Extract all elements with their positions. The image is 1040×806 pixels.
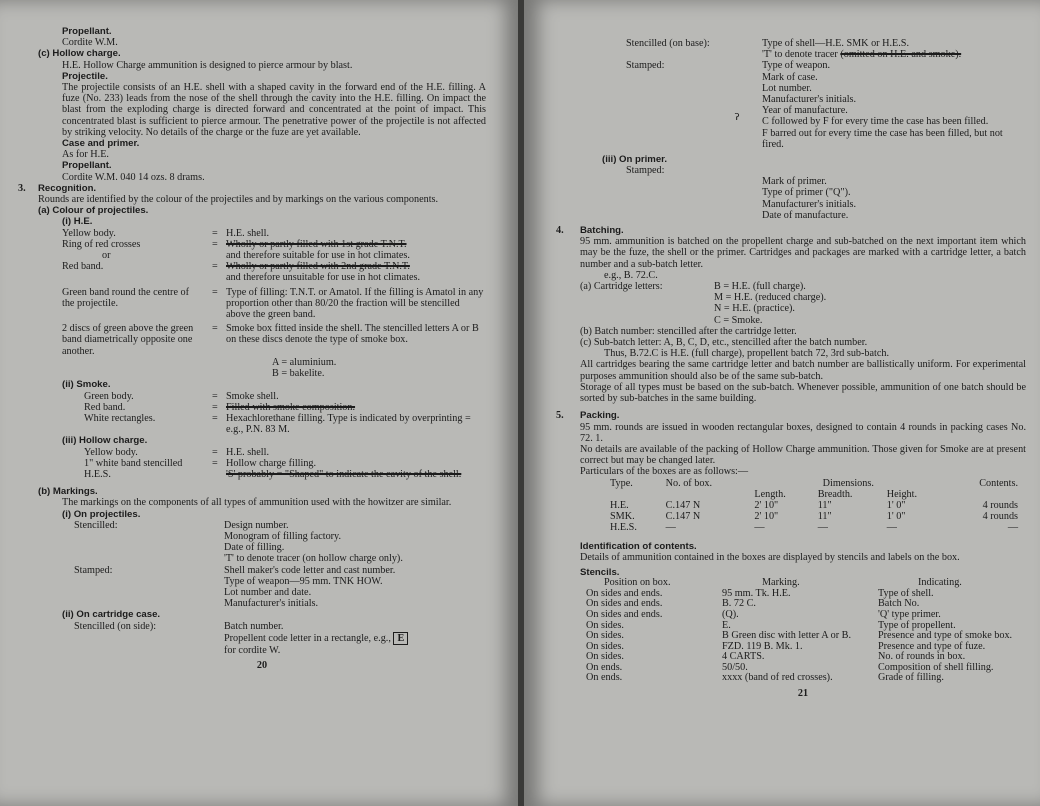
section-number: 3. (18, 182, 26, 194)
stencilled-side-label: Stencilled (on side): (74, 620, 157, 632)
list-item: B = H.E. (full charge). (714, 281, 806, 293)
section-recognition (18, 182, 486, 206)
table-row: Red band. = Filled with smoke composition. (84, 401, 356, 413)
cartridge-letters-block (580, 281, 1026, 326)
stamped-label: Stamped: (626, 60, 665, 72)
table-row: SMK. C.147 N 2' 10" 11" 1' 0" 4 rounds (610, 510, 1018, 522)
handwritten-mark: ˀ (734, 110, 740, 130)
he-heading: (i) H.E. (62, 216, 93, 228)
on-projectiles-heading: (i) On projectiles. (62, 508, 141, 520)
on-primer-heading: (iii) On primer. (602, 154, 668, 166)
markings-heading: (b) Markings. (38, 486, 98, 498)
list-item: Date of filling. (224, 542, 285, 554)
table-row: On sides. B Green disc with letter A or B. Presence and type of smoke box. (586, 630, 1013, 642)
table-row: On sides and ends. 95 mm. Tk. H.E. Type of shell. (586, 587, 934, 599)
table-row: Ring of red crosses = Wholly or partly filled with 1st grade T.N.T. (62, 238, 407, 250)
list-item: Type of primer ("Q"). (762, 187, 851, 199)
stencils-heading: Stencils. (580, 566, 620, 578)
propellant-text-2: Cordite W.M. 040 14 ozs. 8 drams. (62, 171, 205, 183)
propellant-heading: Propellant. (62, 26, 112, 37)
recognition-text: Rounds are identified by the colour of the projectiles and by markings on the various components. (38, 194, 439, 206)
stencilled-label: Stencilled: (74, 519, 118, 531)
list-item: Manufacturer's initials. (762, 94, 857, 106)
smoke-heading: (ii) Smoke. (62, 379, 111, 391)
table-header-row: Position on box. Marking. Indicating. (604, 577, 962, 589)
list-item: Date of manufacture. (762, 209, 849, 221)
packing-text-3: Particulars of the boxes are as follows:— (580, 466, 749, 478)
markings-text: The markings on the components of all types of ammunition used with the howitzer are similar. (62, 497, 452, 509)
projectile-heading: Projectile. (62, 70, 108, 82)
table-row: H.E. C.147 N 2' 10" 11" 1' 0" 4 rounds (610, 499, 1018, 511)
table-row: H.E.S. — — — — — (610, 521, 1018, 533)
list-item: C = Smoke. (714, 314, 763, 326)
list-item: Year of manufacture. (762, 105, 848, 117)
table-header-row: Type. No. of box. Dimensions. Contents. (610, 477, 1018, 489)
stamped-block (74, 565, 486, 610)
boxed-letter: E (393, 632, 408, 645)
propellant-heading-2: Propellant. (62, 160, 112, 172)
list-item: M = H.E. (reduced charge). (714, 292, 827, 304)
hollow-charge-heading: (c) Hollow charge. (38, 48, 121, 60)
stamped-label: Stamped: (74, 564, 113, 576)
primer-block (626, 165, 1026, 221)
table-row: Green body. = Smoke shell. (84, 390, 279, 402)
list-item: Batch number. (224, 620, 284, 632)
table-row: Yellow body. = H.E. shell. (84, 446, 270, 458)
table-header-row: Length. Breadth. Height. (754, 488, 918, 500)
section-packing (556, 410, 1026, 478)
storage-text: Storage of all types must be based on the sub-batch. Whenever possible, ammunition of one batch should be sorted by sub-batches in the same building. (580, 381, 1026, 405)
list-item: Type of weapon—95 mm. TNK HOW. (224, 575, 383, 587)
right-page (524, 0, 1040, 806)
batching-heading: Batching. (580, 225, 624, 237)
table-row: or and therefore suitable for use in hot climates. (102, 250, 410, 262)
propellant-text: Cordite W.M. (62, 37, 118, 49)
table-row: On sides and ends. B. 72 C. Batch No. (586, 598, 920, 610)
page-number: 21 (797, 688, 809, 700)
table-row: Red band. = Wholly or partly filled with 2nd grade T.N.T. (62, 261, 410, 273)
boxes-table (610, 478, 1024, 533)
table-row: On ends. xxxx (band of red crosses). Grade of filling. (586, 672, 944, 684)
projectile-text: The projectile consists of an H.E. shell with a shaped cavity in the forward end of the H.E. filling. A fuze (No. 233) leads from the nose of the shell through the cavity into the H.E. filling. On impact the blast from the exploding charge is directed forward and concentrated at the point of impact. This concentrated blast is sufficient to pierce armour. The penetrative power of the projectile is not affected by striking velocity. No details of the charge or the fuze are yet available. (62, 82, 486, 138)
all-cartridges-text: All cartridges bearing the same cartridge letter and batch number are ballistically uniform. For experimental purposes ammunition should also be of the same sub-batch. (580, 359, 1026, 382)
list-item: Monogram of filling factory. (224, 530, 342, 542)
hollow-charge-table (62, 447, 486, 481)
list-item: Design number. (224, 519, 289, 531)
list-item: Mark of case. (762, 71, 818, 83)
stencils-table (586, 578, 1026, 684)
case-primer-text: As for H.E. (62, 149, 109, 161)
packing-heading: Packing. (580, 410, 620, 422)
stamped-block (626, 60, 1026, 150)
colour-heading: (a) Colour of projectiles. (38, 205, 149, 217)
right-page-content (556, 38, 1026, 700)
table-row: and therefore unsuitable for use in hot climates. (226, 272, 421, 284)
section-number: 5. (556, 410, 564, 422)
table-row: 1" white band stencilled H.E.S. = Hollow charge filling. 'S' probably = "Shaped" to indicate the cavity of the shell. (84, 457, 462, 480)
table-row: On sides. FZD. 119 B. Mk. 1. Presence and type of fuze. (586, 640, 986, 652)
stencilled-block (74, 520, 486, 565)
table-row: On sides. 4 CARTS. No. of rounds in box. (586, 651, 966, 663)
stencilled-side-block: Stencilled (on side): Batch number. Propellent code letter in a rectangle, e.g., E for cordite W. (74, 621, 486, 657)
list-item: N = H.E. (practice). (714, 303, 795, 315)
list-item: for cordite W. (224, 644, 281, 656)
list-item: Type of weapon. (762, 60, 831, 72)
struck-note: (omitted on H.E. and smoke). (840, 49, 962, 61)
smoke-box-b: B = bakelite. (272, 368, 325, 380)
case-primer-heading: Case and primer. (62, 138, 140, 150)
identification-text: Details of ammunition contained in the boxes are displayed by stencils and labels on the box. (580, 551, 960, 563)
cartridge-letters-label: (a) Cartridge letters: (580, 281, 663, 293)
hollow-charge-subheading: (iii) Hollow charge. (62, 435, 148, 447)
section-number: 4. (556, 225, 564, 237)
table-row: White rectangles. = Hexachlorethane filling. Type is indicated by overprinting = e.g., P.N. 83 M. (84, 412, 471, 436)
packing-text-1: 95 mm. rounds are issued in wooden rectangular boxes, designed to contain 4 rounds in packing cases No. 72. 1. (580, 421, 1026, 444)
hollow-charge-text: H.E. Hollow Charge ammunition is designed to pierce armour by blast. (62, 59, 353, 71)
recognition-heading: Recognition. (38, 182, 97, 194)
smoke-box-a: A = aluminium. (272, 356, 337, 368)
list-item: 'T' to denote tracer (on hollow charge only). (224, 553, 403, 565)
list-item: Shell maker's code letter and cast number. (224, 564, 396, 576)
list-item: Lot number. (762, 82, 812, 94)
list-item: F barred out for every time the case has been filled, but not fired. (762, 127, 1003, 150)
table-row: 2 discs of green above the green band diametrically opposite one another. = Smoke box fitted inside the shell. The stencilled letters A or B on these discs denote the type of smoke box. (62, 323, 479, 357)
list-item: Manufacturer's initials. (224, 598, 319, 610)
struck-note: 'S' probably = "Shaped" to indicate the cavity of the shell. (226, 468, 462, 480)
table-row: Yellow body. = H.E. shell. (62, 227, 270, 239)
thus-text: Thus, B.72.C is H.E. (full charge), propellent batch 72, 3rd sub-batch. (604, 348, 890, 360)
table-row: On sides and ends. (Q). 'Q' type primer. (586, 608, 941, 620)
table-row: On sides. E. Type of propellent. (586, 619, 956, 631)
identification-heading: Identification of contents. (580, 540, 697, 552)
he-table (62, 228, 486, 380)
list-item: Lot number and date. (224, 586, 312, 598)
on-cartridge-case-heading: (ii) On cartridge case. (62, 609, 161, 621)
list-item: Mark of primer. (762, 176, 827, 188)
page-number: 20 (256, 660, 268, 672)
base-block: Stencilled (on base): Type of shell—H.E. SMK or H.E.S. 'T' to denote tracer (omitted on H.E. and smoke). (626, 38, 962, 61)
list-item: ˀ C followed by F for every time the case has been filled. (734, 110, 989, 130)
batch-number-text: (b) Batch number: stencilled after the cartridge letter. (580, 325, 797, 337)
table-row: Green band round the centre of the projectile. = Type of filling: T.N.T. or Amatol. If the filling is Amatol in any proportion other than 80/20 the fraction will be stencilled above the green band. (62, 286, 484, 321)
section-batching (556, 225, 1026, 281)
left-page-content (18, 26, 486, 672)
list-item: Manufacturer's initials. (762, 198, 857, 210)
base-label: Stencilled (on base): (626, 38, 710, 49)
primer-label: Stamped: (626, 165, 665, 177)
packing-text-2: No details are available of the packing of Hollow Charge ammunition. Those given for Smoke are at present correct but may be changed later. (580, 443, 1026, 467)
batching-text: 95 mm. ammunition is batched on the propellent charge and sub-batched on the next important item which may be the fuze, the shell or the primer. Cartridges and packages are marked with a cartridge letter, a batch number and a sub-batch letter. (580, 236, 1026, 270)
smoke-table (62, 391, 486, 436)
batching-example: e.g., B. 72.C. (604, 269, 658, 281)
table-row: On ends. 50/50. Composition of shell filling. (586, 661, 994, 673)
sub-batch-text: (c) Sub-batch letter: A, B, C, D, etc., stencilled after the batch number. (580, 337, 868, 349)
